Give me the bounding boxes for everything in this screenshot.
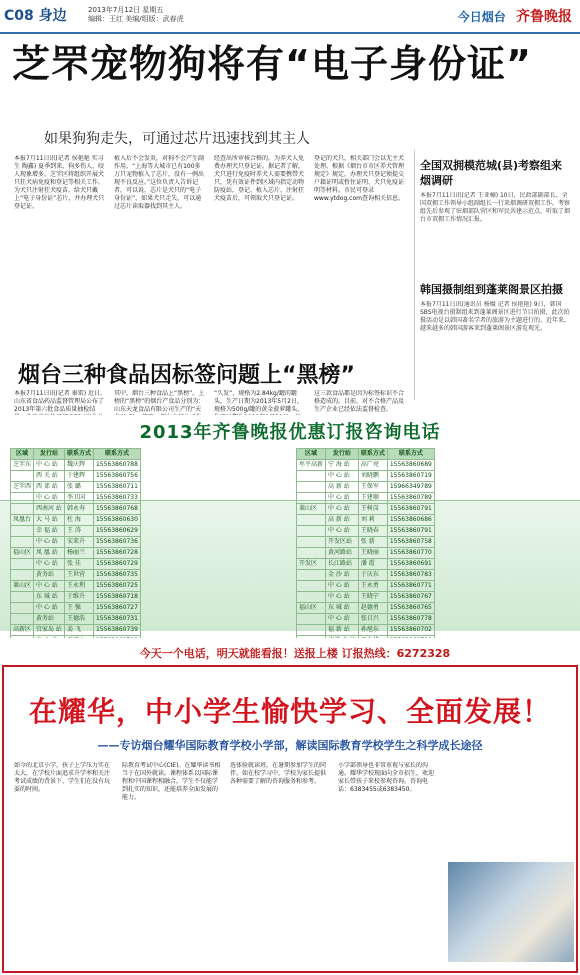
phone-table-cell: [11, 537, 34, 548]
ad-col-3: 选体验就读班，在暑期参加学生的同伴，如在校学习中，学校为家长提供各种需要了解的咨询服务和参考。: [230, 762, 327, 785]
phone-table-cell: 王晓春: [358, 526, 387, 537]
phone-table-cell: 于庆东: [358, 570, 387, 581]
phone-table-cell: 15563860729: [93, 559, 140, 570]
phone-table-cell: 黄务站: [34, 614, 65, 625]
phone-table-cell: 东 城 站: [34, 592, 65, 603]
phone-table-row: [297, 460, 435, 471]
phone-table-cell: 魏庆辉: [64, 460, 93, 471]
phone-table-cell: 15563860719: [387, 471, 434, 482]
phone-table-cell: 15563860735: [93, 570, 140, 581]
phone-table-cell: 凤凰台: [11, 515, 34, 526]
phone-table-cell: [297, 537, 326, 548]
section-label: C08 身边: [4, 8, 67, 24]
phone-table-row: [297, 482, 435, 493]
phone-table-cell: 姜 飞: [64, 625, 93, 636]
phone-table-cell: 中 心 站: [326, 471, 359, 482]
phone-table-cell: 芝罘西: [11, 482, 34, 493]
phone-table-cell: 15563860727: [93, 603, 140, 614]
phone-table-cell: 15563860767: [387, 592, 434, 603]
phone-table-row: [11, 570, 141, 581]
phone-table-cell: 杜 海: [64, 515, 93, 526]
phone-table-cell: 孙旭东: [358, 625, 387, 636]
phone-table-row: [297, 471, 435, 482]
phone-table-cell: [297, 493, 326, 504]
brand-logo: 齐鲁晚报: [516, 9, 572, 25]
phone-table-cell: 15563860739: [93, 625, 140, 636]
phone-table-row: [297, 592, 435, 603]
food-headline: 烟台三种食品因标签问题上“黑榜”: [18, 363, 355, 388]
phone-table-cell: 15563860778: [387, 614, 434, 625]
phone-table-row: [297, 625, 435, 636]
issue-editors: 编辑：王红 美编/组版：武春虎: [88, 15, 184, 23]
phone-table-cell: [11, 603, 34, 614]
phone-table-cell: 15563860736: [93, 537, 140, 548]
phone-table-cell: 15563860783: [387, 570, 434, 581]
phone-table-cell: 张 璐: [64, 482, 93, 493]
phone-table-cell: [297, 592, 326, 603]
header-cell: 联系方式: [93, 449, 140, 460]
phone-table-cell: [297, 614, 326, 625]
food-col-4: 这三款食品都是因为标签标识不合格造成的。目前，对不合格产品及生产企业已经依法监督检查。: [314, 390, 405, 413]
food-col-1: 本报7月11日讯(记者 秦雷) 近日，山东省食品药品监督管理局公布了2013年第六批食品质量抽检结: [14, 390, 106, 413]
phone-table-cell: 金 沙 站: [326, 570, 359, 581]
phone-table-cell: [297, 570, 326, 581]
phone-table-cell: [11, 504, 34, 515]
phone-table-cell: 西南河 站: [34, 504, 65, 515]
phone-table-row: [11, 625, 141, 636]
phone-table-cell: 15563860788: [93, 460, 140, 471]
phone-table-row: [297, 504, 435, 515]
phone-table-row: [11, 592, 141, 603]
phone-table-row: [11, 504, 141, 515]
phone-table-cell: 王永勇: [358, 581, 387, 592]
phone-table-cell: 高新区: [11, 625, 34, 636]
phone-table-cell: 中 心 站: [326, 526, 359, 537]
phone-table-cell: 东 城 站: [326, 603, 359, 614]
phone-section-footer: 今天一个电话，明天就能看报！送报上楼 订报热线：6272328: [139, 647, 451, 660]
phone-table-cell: [297, 548, 326, 559]
phone-table-cell: 张 新: [358, 537, 387, 548]
phone-table-cell: 宫家岛 站: [34, 625, 65, 636]
phone-table-right-wrap: [296, 448, 571, 638]
phone-table-cell: 李卫国: [64, 493, 93, 504]
phone-table-cell: 宋来升: [64, 537, 93, 548]
phone-table-cell: 刘晓鹏: [358, 471, 387, 482]
phone-table-cell: 中 心 站: [34, 460, 65, 471]
phone-table-cell: 西 关 站: [34, 471, 65, 482]
phone-table-row: [11, 603, 141, 614]
header-cell: 联系方式: [387, 449, 434, 460]
phone-table-cell: 中 心 站: [326, 614, 359, 625]
phone-table-cell: 15563860791: [387, 526, 434, 537]
phone-table-cell: 韩永寿: [64, 504, 93, 515]
phone-table-cell: [297, 636, 326, 639]
phone-table-cell: [297, 581, 326, 592]
phone-table-row: [297, 581, 435, 592]
phone-table-cell: [11, 559, 34, 570]
phone-table-cell: 张 佳: [64, 559, 93, 570]
header-cell: 发行站: [326, 449, 359, 460]
phone-table-row: [297, 559, 435, 570]
food-col-3: “久发”、规格为2.84kg/罐的罐头，生产日期为2013年5月2日，规格为500g/罐的黄金菠萝罐头，: [214, 390, 304, 413]
phone-table-cell: 15563860686: [387, 515, 434, 526]
phone-table-cell: [11, 526, 34, 537]
phone-table-cell: [358, 636, 387, 639]
phone-table-header: [11, 449, 141, 460]
ad-photo: [448, 862, 574, 962]
phone-table-cell: 刘 莉: [358, 515, 387, 526]
phone-table-cell: 凤 凰 站: [34, 548, 65, 559]
phone-table-row: [11, 614, 141, 625]
phone-table-row: [297, 515, 435, 526]
phone-table-row: [297, 603, 435, 614]
phone-table-cell: 张日兴: [358, 614, 387, 625]
phone-table-row: [297, 614, 435, 625]
phone-table-cell: 中 心 站: [34, 493, 65, 504]
phone-table-row: [297, 537, 435, 548]
phone-table-cell: 于维升: [64, 592, 93, 603]
ad-col-1: 如今的北京小学，孩子上学压力实在太大，在学校片面追求升学率和关注考试成绩的背景下，学生们在没有玩耍的时间。: [14, 762, 111, 793]
phone-table-cell: 开发区: [297, 559, 326, 570]
phone-table-cell: 王树岗: [358, 504, 387, 515]
phone-table-cell: 15563860689: [387, 460, 434, 471]
phone-table-cell: 中 心 站: [34, 581, 65, 592]
phone-table-cell: [297, 526, 326, 537]
phone-table-cell: 西 郊 站: [34, 482, 65, 493]
phone-table-cell: 15563860629: [93, 526, 140, 537]
main-col-4: 登记的犬只，相关部门会以无主犬处理。根据《烟台市市区养犬管理规定》规定，办理犬只登记须提交户籍证明或暂住证明、犬只免疫证明等材料。市民可登录www.ytdog.com查询相关信息。: [314, 155, 405, 202]
phone-table-cell: 15966349789: [387, 482, 434, 493]
page-header: [0, 0, 580, 34]
phone-table-row: [11, 559, 141, 570]
phone-table-row: [297, 548, 435, 559]
phone-table-cell: [11, 592, 34, 603]
phone-table-cell: 中 心 站: [326, 504, 359, 515]
ad-subheadline: ——专访烟台耀华国际教育学校小学部，解读国际教育学校学生之科学成长途径: [97, 739, 483, 752]
phone-table-cell: 开发区站: [326, 537, 359, 548]
phone-table-row: [11, 537, 141, 548]
phone-table-cell: 莱山区: [297, 504, 326, 515]
phone-table-cell: 15563860756: [93, 471, 140, 482]
phone-table-cell: 中 心 站: [326, 581, 359, 592]
phone-table-cell: 15563860771: [387, 581, 434, 592]
phone-table-cell: 杨丽兰: [64, 548, 93, 559]
issue-meta: [88, 6, 184, 24]
header-cell: 联系方式: [64, 449, 93, 460]
phone-table-cell: [93, 636, 140, 639]
phone-table-cell: [11, 471, 34, 482]
sidebar-story-2-text: 本报7月11日讯(通讯员 杨媛 记者 侯艳艳) 9日，韩国SBS电视台摄制组来到蓬莱阁景区进行节目拍摄，此次拍摄活动是以韩国著名学者的旅游为主题进行的。近年来，越来越多的韩国游客来到蓬莱阁景区游览观光。: [420, 301, 571, 332]
phone-table-cell: [297, 515, 326, 526]
phone-table-cell: 大 马 站: [34, 515, 65, 526]
phone-table-cell: 中 心 站: [326, 493, 359, 504]
sidebar: [420, 158, 572, 371]
sidebar-story-1-title: 全国双拥模范城(县)考察组来烟调研: [420, 159, 563, 187]
phone-table-row: [11, 482, 141, 493]
phone-table-cell: 15563860791: [387, 504, 434, 515]
phone-table-row: [297, 526, 435, 537]
phone-table-cell: 15563860691: [387, 559, 434, 570]
phone-table-cell: 高 新 站: [326, 515, 359, 526]
phone-table-cell: 15563860770: [387, 548, 434, 559]
main-col-3: 经查出所审核合格的，为养犬人免费办理犬只登记证。据记者了解，犬只进行免疫时养犬人需要携带犬只，凭有效证件到区域内指定动物防疫站，登记、植入芯片、注射狂犬疫苗后，可领取犬只登记证。: [214, 155, 305, 202]
phone-table-row: [11, 460, 141, 471]
phone-table-cell: 王 涛: [64, 526, 93, 537]
phone-table-cell: 中 心 站: [34, 559, 65, 570]
phone-table-cell: 黄务站: [34, 570, 65, 581]
sidebar-divider: [414, 150, 415, 400]
phone-table-cell: 幸 福 站: [34, 526, 65, 537]
phone-table-cell: 福山区: [11, 548, 34, 559]
phone-table-cell: 黄河路站: [326, 548, 359, 559]
phone-table-cell: [11, 570, 34, 581]
phone-table-cell: [34, 636, 65, 639]
phone-table-cell: 莱山区: [11, 581, 34, 592]
phone-table-cell: 15563860733: [93, 493, 140, 504]
phone-table-cell: 15563860725: [93, 581, 140, 592]
main-subheadline: 如果狗狗走失，可通过芯片迅速找到其主人: [44, 131, 310, 147]
phone-table-cell: [326, 636, 359, 639]
phone-table-cell: 潘 霞: [358, 559, 387, 570]
phone-table-cell: 王晓丽: [358, 548, 387, 559]
phone-table-cell: 芝罘东: [11, 460, 34, 471]
phone-table-cell: 中 心 站: [34, 603, 65, 614]
phone-table-cell: [11, 636, 34, 639]
phone-table-cell: 牟平高新: [297, 460, 326, 471]
phone-table-cell: 王晓宁: [358, 592, 387, 603]
phone-table-cell: 高广亮: [358, 460, 387, 471]
phone-table-cell: 福 新 站: [326, 625, 359, 636]
header-right-label: 今日烟台: [457, 10, 506, 24]
phone-table-row: [11, 526, 141, 537]
main-headline: 芝罘宠物狗将有“电子身份证”: [12, 42, 532, 86]
phone-table-cell: 王世营: [64, 570, 93, 581]
phone-table-cell: 中 心 站: [326, 592, 359, 603]
phone-table-cell: 15563860728: [93, 548, 140, 559]
phone-table-row: [297, 493, 435, 504]
phone-table-header: [297, 449, 435, 460]
phone-table-cell: 15563860758: [387, 537, 434, 548]
header-cell: 发行站: [34, 449, 65, 460]
phone-table-right: [296, 448, 435, 638]
header-cell: 区域: [11, 449, 34, 460]
header-cell: 联系方式: [358, 449, 387, 460]
main-col-1: 本报7月11日讯(记者 侯艳艳 实习生 陶鑫) 夏季到来，狗多伤人、咬人现象增多，芝罘区将组织开展犬只狂犬病免疫和登记等相关工作，为犬只注射狂犬疫苗，给犬只戴上“电子身份证”芯片，并办理犬只登记证。: [14, 155, 105, 210]
phone-table-cell: 15563860630: [93, 515, 140, 526]
phone-table-cell: 福山区: [297, 603, 326, 614]
phone-table-cell: 长江路站: [326, 559, 359, 570]
ad-headline: 在耀华，中小学生愉快学习、全面发展！: [28, 695, 551, 728]
phone-table-cell: 赵德勇: [358, 603, 387, 614]
phone-table-cell: [64, 636, 93, 639]
phone-table-row: [11, 493, 141, 504]
phone-table-cell: 王永利: [64, 581, 93, 592]
phone-table-cell: [11, 493, 34, 504]
phone-table-cell: 中 心 站: [34, 537, 65, 548]
phone-table-cell: 王保军: [358, 482, 387, 493]
ad-col-4: 小学部领导也非常重视与家长的沟通。耀华学校现面向全市招生，欢迎家长带孩子来校参观咨询。咨询电话：6383455或6383450。: [338, 762, 435, 793]
sidebar-story-2-title: 韩国摄制组到蓬莱阁景区拍摄: [420, 283, 563, 296]
header-cell: 区域: [297, 449, 326, 460]
phone-table-cell: [297, 625, 326, 636]
phone-table-row: [297, 636, 435, 639]
phone-table-cell: 15563860789: [387, 493, 434, 504]
phone-table-cell: 15563860768: [93, 504, 140, 515]
phone-table-cell: 15563860765: [387, 603, 434, 614]
main-col-2: 植入后不会发炎，对狗不会产生副作用。“上海等大城市已有100多万只宠物植入了芯片，没有一例出现不良反应。”这位负责人告诉记者，可以说，芯片是犬只的“电子身份证”，如果犬只走失，可以通过芯片读取器找到其主人。: [114, 155, 205, 210]
phone-table-cell: 15563860702: [387, 625, 434, 636]
phone-table-cell: [11, 614, 34, 625]
phone-section-title: 2013年齐鲁晚报优惠订报咨询电话: [139, 422, 441, 443]
phone-table-cell: 王德浩: [64, 614, 93, 625]
phone-table-left-wrap: [10, 448, 285, 638]
sidebar-story-1-text: 本报7月11日讯(记者 王亚楠) 10日，民政部副部长、全国双拥工作领导小组副组长一行来烟调研双拥工作。考察组先后参观了驻烟部队营区和军民共建示范点，听取了烟台市双拥工作情况汇报。: [420, 192, 571, 223]
phone-table-cell: 15563860718: [93, 592, 140, 603]
phone-table-cell: 15563860711: [93, 482, 140, 493]
phone-table-row: [11, 636, 141, 639]
phone-table-cell: 王 强: [64, 603, 93, 614]
phone-table-row: [11, 515, 141, 526]
phone-table-cell: [297, 471, 326, 482]
phone-table-cell: [387, 636, 434, 639]
ad-col-2: 际教育考试中心(CIE)。在耀华读书相当于在国外就读。课程体系以国际课程和中国课程相融合，学生不仅能学到扎实的知识，还能培养全面发展的能力。: [122, 762, 221, 801]
phone-table-cell: 15563860731: [93, 614, 140, 625]
issue-date: 2013年7月12日 星期五: [88, 6, 164, 14]
phone-table-cell: 宁 海 站: [326, 460, 359, 471]
phone-table-left: [10, 448, 141, 638]
phone-table-row: [11, 471, 141, 482]
phone-table-row: [11, 581, 141, 592]
phone-table-cell: [297, 482, 326, 493]
header-right: [458, 6, 572, 26]
phone-table-cell: 王建顺: [358, 493, 387, 504]
phone-table-cell: 高 新 站: [326, 482, 359, 493]
phone-table-row: [297, 570, 435, 581]
food-col-2: 其中，烟台三种食品上“黑榜”。上榜的“黑榜”的烟台产食品分别为：山东天龙食品有限公司生产的“天: [114, 390, 205, 413]
phone-table-cell: 于建辉: [64, 471, 93, 482]
phone-table-row: [11, 548, 141, 559]
